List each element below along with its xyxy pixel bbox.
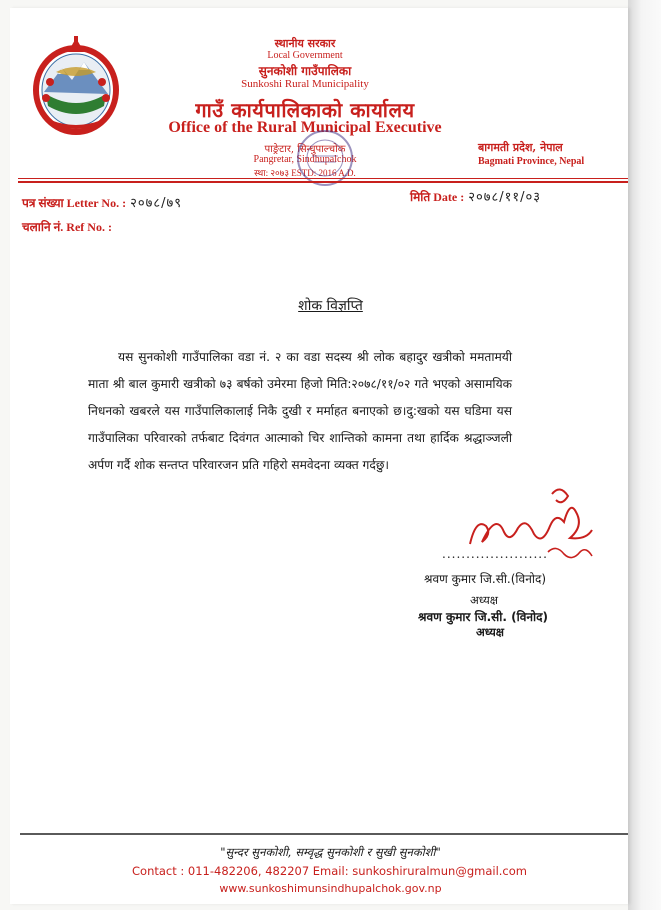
- signatory-role-stamp: अध्यक्ष: [476, 625, 505, 639]
- office-stamp-icon: [292, 128, 358, 188]
- letter-date-value: २०७८/११/०३: [468, 190, 542, 205]
- reference-number: [22, 218, 112, 235]
- signatory-name: श्रवण कुमार जि.सी.(विनोद): [424, 572, 547, 586]
- header-office-en: Office of the Rural Municipal Executive: [168, 119, 442, 136]
- notice-body: यस सुनकोशी गाउँपालिका वडा नं. २ का वडा सदस्य श्री लोक बहादुर खत्रीको ममतामयी माता श्री बाल कुमारी खत्रीको ७३ बर्षको उमेरमा हिजो मिति:२०७८/११/०२ गते भएको असामयिक निधनको खबरले यस गाउँपालिकालाई निकै दुखी र मर्माहत बनाएको छ।दु:खको यस घडिमा यस गाउँपालिका परिवारको तर्फबाट दिवंगत आत्माको चिर शान्तिको कामना तथा हार्दिक श्रद्धाञ्जली अर्पण गर्दै शोक सन्तप्त परिवारजन प्रति गहिरो समवेदना व्यक्त गर्दछु।: [88, 350, 512, 472]
- reference-number-label: चलानि नं. Ref No. :: [22, 220, 112, 234]
- header-local-govt-np: स्थानीय सरकार: [274, 37, 336, 50]
- letter-number-value: २०७८/७९: [130, 196, 183, 211]
- letter-date-label: मिति Date :: [410, 190, 465, 204]
- nepal-emblem-icon: [28, 32, 124, 136]
- footer-slogan: "सुन्दर सुनकोशी, सम्वृद्ध सुनकोशी र सुखी सुनकोशी": [220, 845, 441, 859]
- signatory-name-stamp: श्रवण कुमार जि.सी. (विनोद): [418, 610, 549, 624]
- footer-contact: Contact : 011-482206, 482207 Email: sunkoshiruralmun@gmail.com: [132, 864, 527, 878]
- header-divider-thin: [18, 178, 628, 179]
- header-municipality-np: सुनकोशी गाउँपालिका: [258, 64, 352, 78]
- scan-edge-shadow: [628, 0, 661, 910]
- letter-number-label: पत्र संख्या Letter No. :: [22, 196, 127, 210]
- signatory-role: अध्यक्ष: [470, 593, 499, 607]
- header-address-en: Pangretar, Sindhupalchok: [253, 154, 357, 165]
- header-municipality-en: Sunkoshi Rural Municipality: [241, 78, 369, 90]
- header-office-np: गाउँ कार्यपालिकाको कार्यालय: [195, 98, 415, 122]
- header-local-govt-en: Local Government: [267, 50, 343, 61]
- header-established: स्था: २०७३ ESTD: 2016 A.D.: [254, 168, 356, 178]
- notice-title: शोक विज्ञप्ति: [298, 298, 363, 314]
- letter-date: [410, 187, 541, 205]
- footer-divider: [20, 833, 628, 835]
- header-address-np: पाङ्रेटार, सिन्धुपाल्चोक: [264, 144, 346, 155]
- header-province-np: बागमती प्रदेश, नेपाल: [478, 141, 563, 154]
- letter-number: [22, 193, 182, 211]
- handwritten-signature-icon: [452, 482, 602, 580]
- header-divider-thick: [18, 181, 628, 183]
- header-province-en: Bagmati Province, Nepal: [478, 156, 585, 167]
- footer-website: www.sunkoshimunsindhupalchok.gov.np: [219, 882, 442, 895]
- signature-line: ......................: [442, 547, 548, 561]
